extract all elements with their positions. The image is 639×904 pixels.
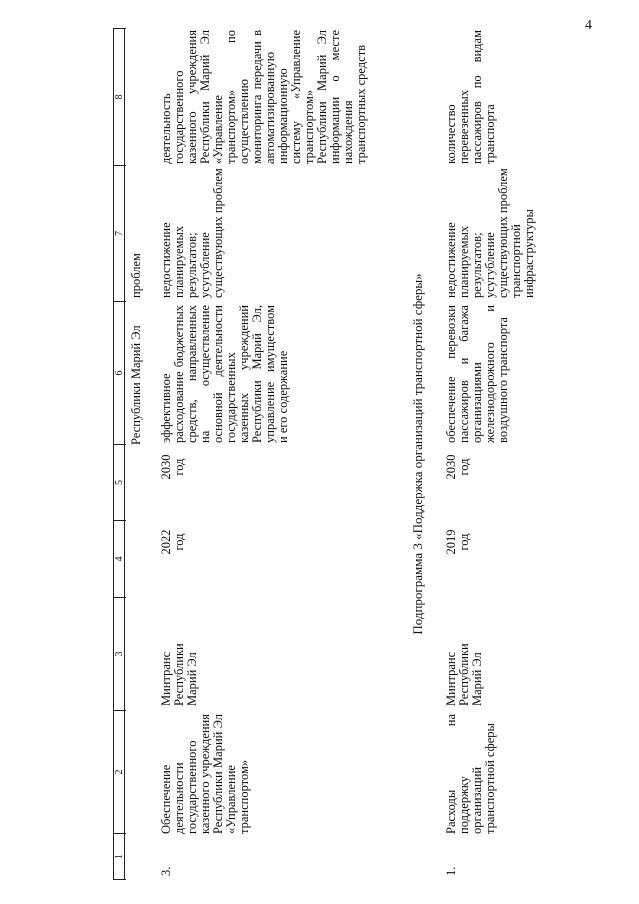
rotated-table <box>113 28 628 880</box>
continuation-col6: Республики Марий Эл <box>129 325 143 445</box>
row1-consequence: недостижение планируемых результатов; усугубление существующих проблем транспортной инфраструктуры <box>444 168 536 298</box>
header-col-7: 7 <box>114 166 126 302</box>
header-col-4: 4 <box>114 521 126 598</box>
row3-executor: Минтранс Республики Марий Эл <box>159 643 199 706</box>
row3-end-year: 2030 год <box>159 454 186 480</box>
row3-event-name: Обеспечение деятельности государственного казенного учреждения Республики Марий Эл «Управление транспортом» <box>159 714 251 834</box>
row3-expected-result: эффективное расходование бюджетных средств, направленных на осуществление основной деятельности государственных казенных учреждений Республики Марий Эл, управление имуществом и его содержание <box>159 305 290 443</box>
header-col-6: 6 <box>114 302 126 445</box>
row1-number: 1. <box>444 866 458 876</box>
header-col-2: 2 <box>114 711 126 834</box>
row3-number: 3. <box>159 866 173 876</box>
row3-consequence: недостижение планируемых результатов; усугубление существующих проблем <box>159 168 225 298</box>
row1-indicator: количество перевезенных пассажиров по видам транспорта <box>444 30 497 164</box>
page-number: 4 <box>585 18 592 33</box>
row1-expected-result: обеспечение перевозки пассажиров и багажа организациями железнодорожного и воздушного транспорта <box>444 305 510 443</box>
row1-event-name: Расходы на поддержку организаций транспортной сферы <box>444 714 497 834</box>
continuation-col7: проблем <box>129 253 143 298</box>
header-col-5: 5 <box>114 445 126 521</box>
row3-start-year: 2022 год <box>159 529 186 555</box>
header-col-1: 1 <box>114 834 126 880</box>
row1-start-year: 2019 год <box>444 529 471 555</box>
row3-indicator: деятельность государственного казенного учреждения Республики Марий Эл «Управление транспортом» по осуществлению мониторинга передачи в автоматизированную информационную систему «Управление транспортом» Республики Марий Эл информации о месте нахождения транспортных средств <box>159 30 368 164</box>
header-col-3: 3 <box>114 598 126 711</box>
row1-end-year: 2030 год <box>444 454 471 480</box>
table-header-row <box>113 28 125 880</box>
subprogram-title: Подпрограмма 3 «Поддержка организаций транспортной сферы» <box>410 273 425 635</box>
row1-executor: Минтранс Республики Марий Эл <box>444 643 484 706</box>
header-col-8: 8 <box>114 28 126 166</box>
